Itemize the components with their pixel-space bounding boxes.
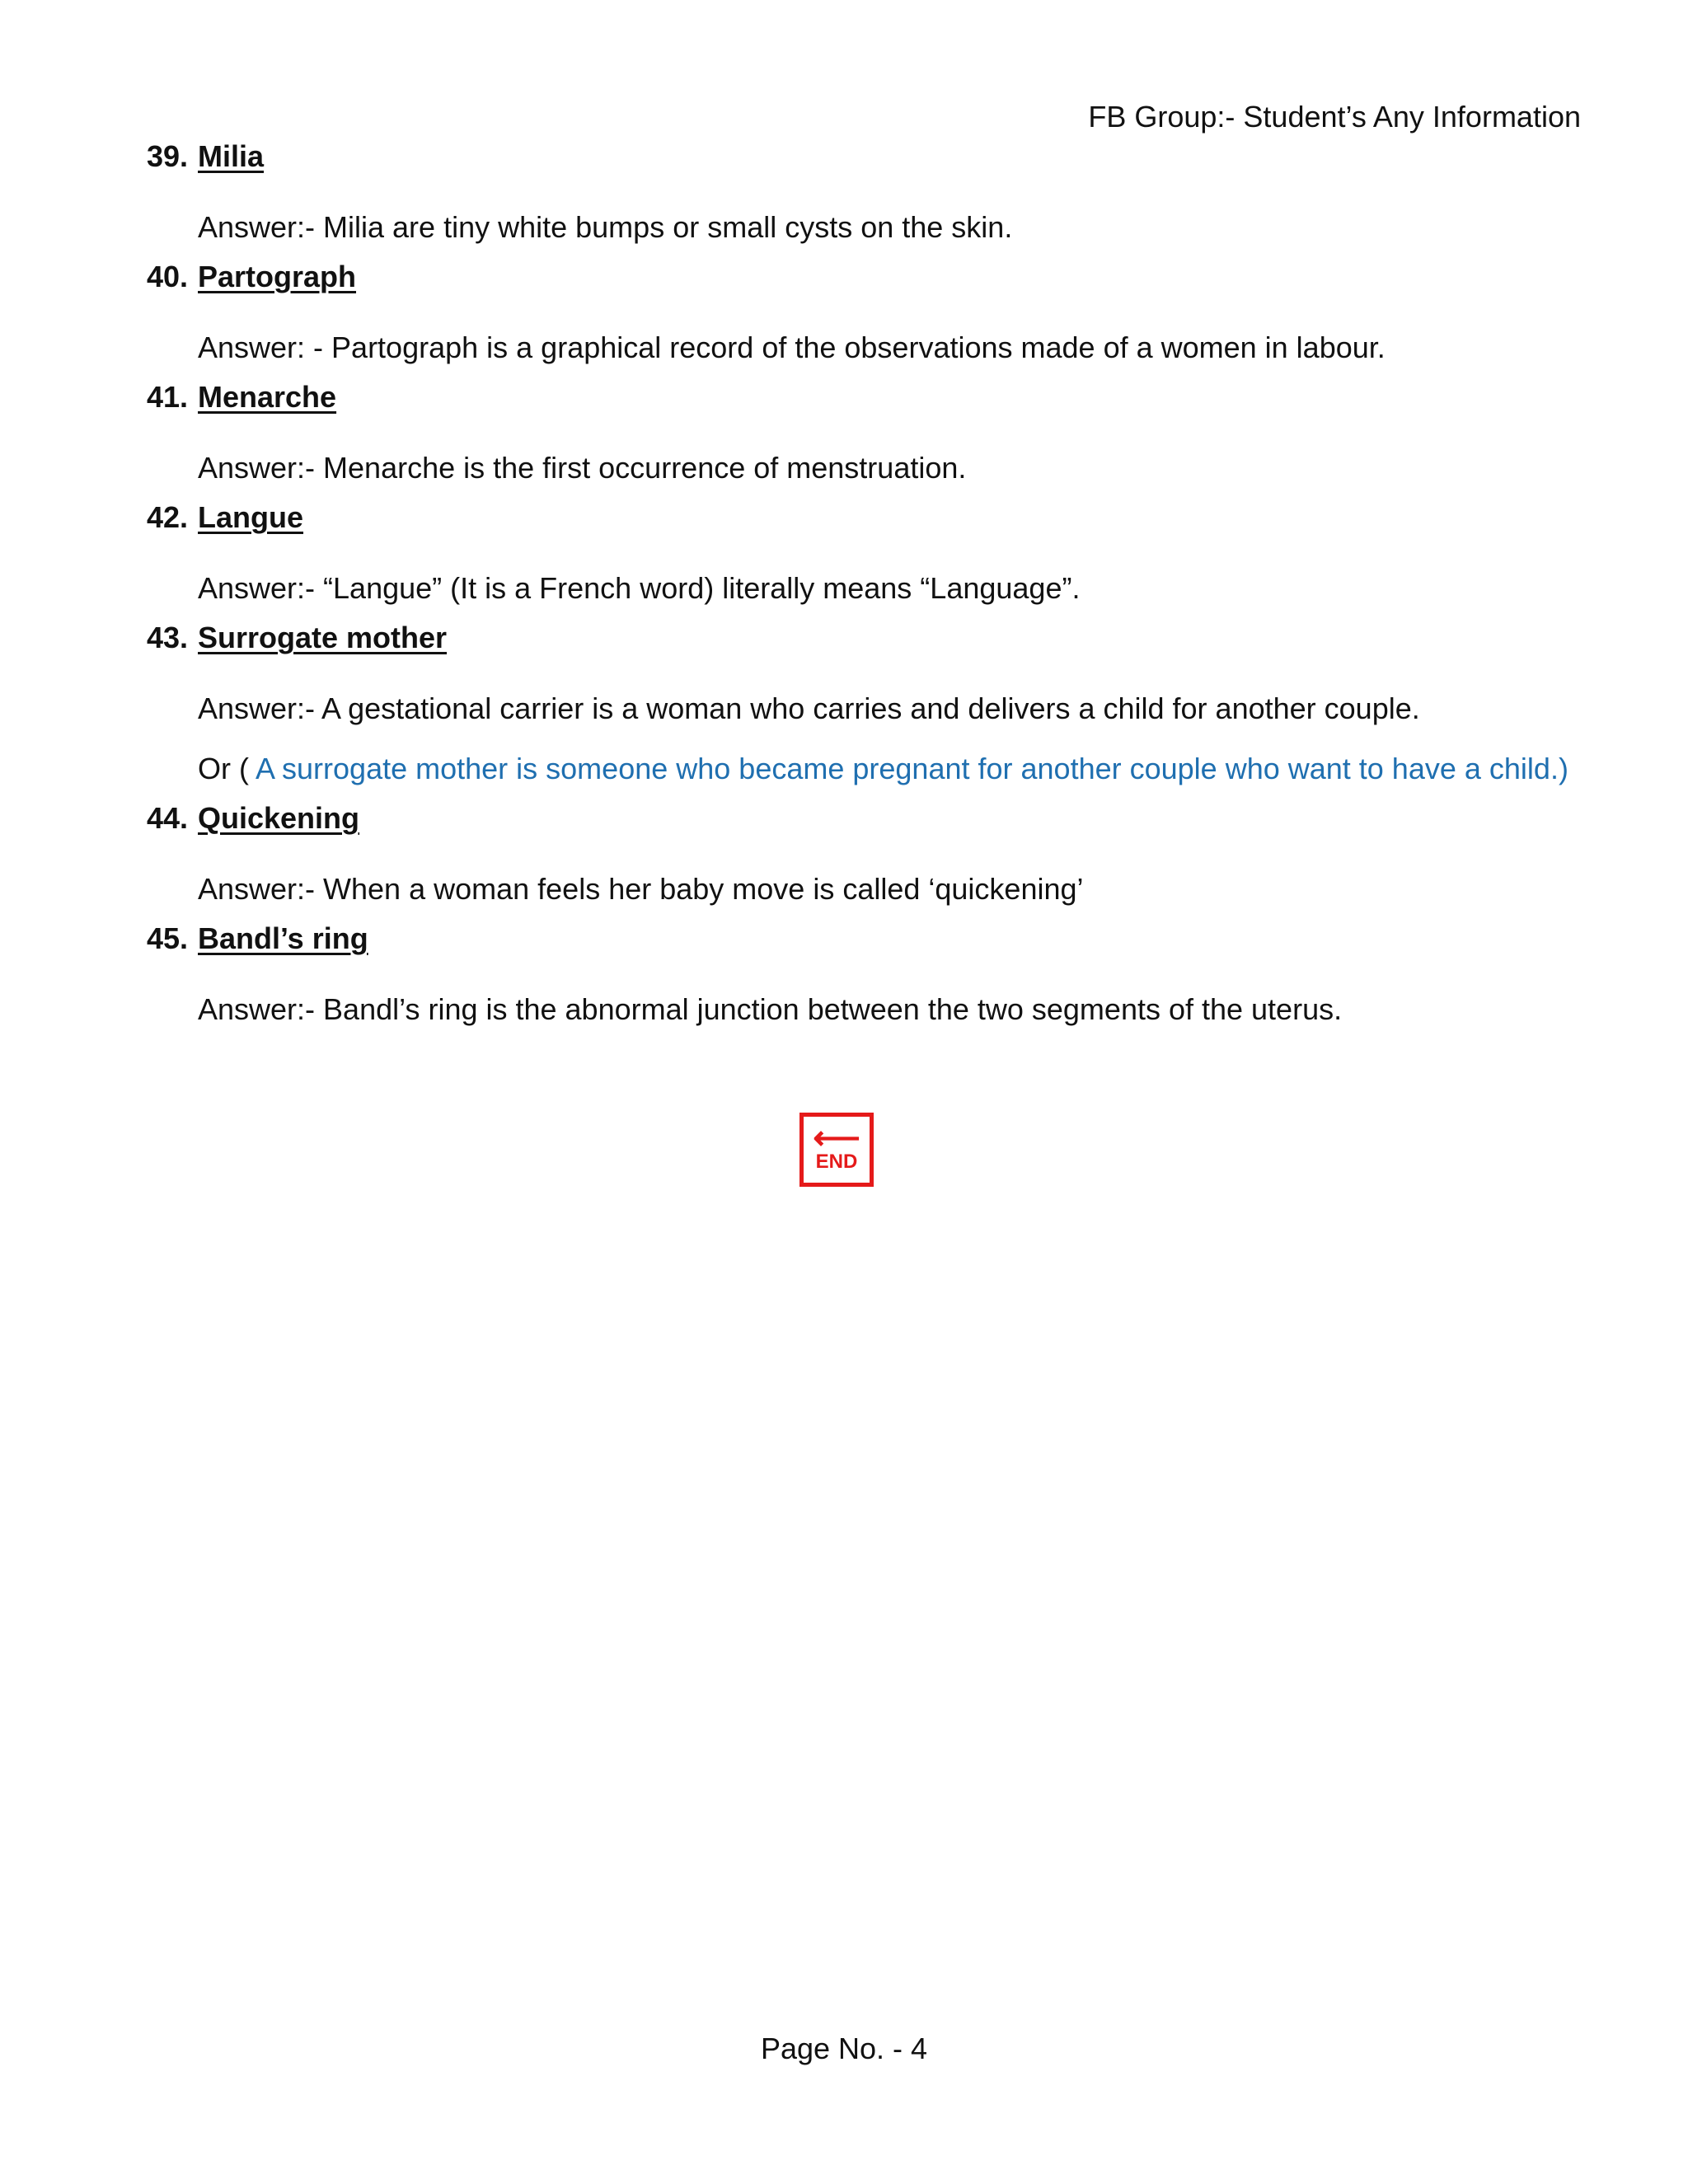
term-heading xyxy=(147,799,1581,859)
term-title: Bandl’s ring xyxy=(198,921,368,955)
qa-item-41 xyxy=(147,377,1581,498)
item-number: 44. xyxy=(147,801,189,835)
alternate-answer-text: A surrogate mother is someone who became pregnant for another couple who want to have a child.) xyxy=(256,752,1568,785)
qa-list xyxy=(147,137,1581,1039)
alternate-prefix: Or ( xyxy=(198,752,256,785)
item-number: 40. xyxy=(147,260,189,293)
answer-text: Answer:- “Langue” (It is a French word) literally means “Language”. xyxy=(198,571,1081,605)
alternate-answer xyxy=(198,738,1581,799)
term-title: Quickening xyxy=(198,801,360,835)
qa-item-40 xyxy=(147,257,1581,377)
term-heading xyxy=(147,919,1581,979)
term-heading xyxy=(147,618,1581,678)
item-number: 41. xyxy=(147,380,189,414)
page-number: Page No. - 4 xyxy=(760,2032,928,2065)
answer-text: Answer:- Milia are tiny white bumps or small cysts on the skin. xyxy=(198,210,1013,244)
term-title: Langue xyxy=(198,500,304,534)
answer-text: Answer: - Partograph is a graphical record of the observations made of a women in labour. xyxy=(198,330,1386,364)
term-title: Partograph xyxy=(198,260,357,293)
answer-text: Answer:- When a woman feels her baby move is called ‘quickening’ xyxy=(198,872,1084,906)
term-title: Surrogate mother xyxy=(198,621,448,654)
qa-item-39 xyxy=(147,137,1581,257)
term-heading xyxy=(147,498,1581,558)
qa-item-43 xyxy=(147,618,1581,799)
answer-text: Answer:- Menarche is the first occurrence of menstruation. xyxy=(198,451,967,485)
term-title: Menarche xyxy=(198,380,337,414)
page-header: FB Group:- Student’s Any Information xyxy=(1088,100,1581,134)
item-number: 39. xyxy=(147,139,189,173)
qa-item-44 xyxy=(147,799,1581,919)
item-number: 43. xyxy=(147,621,189,654)
left-arrow-icon: ⟵ xyxy=(813,1120,860,1156)
term-heading xyxy=(147,137,1581,197)
qa-item-42 xyxy=(147,498,1581,618)
term-heading xyxy=(147,257,1581,317)
term-title: Milia xyxy=(198,139,265,173)
qa-item-45 xyxy=(147,919,1581,1039)
end-badge xyxy=(799,1113,874,1187)
answer-text: Answer:- A gestational carrier is a woman who carries and delivers a child for another couple. xyxy=(198,691,1420,725)
end-label: END xyxy=(815,1151,858,1173)
answer-text: Answer:- Bandl’s ring is the abnormal junction between the two segments of the uterus. xyxy=(198,992,1343,1026)
item-number: 42. xyxy=(147,500,189,534)
term-heading xyxy=(147,377,1581,438)
item-number: 45. xyxy=(147,921,189,955)
